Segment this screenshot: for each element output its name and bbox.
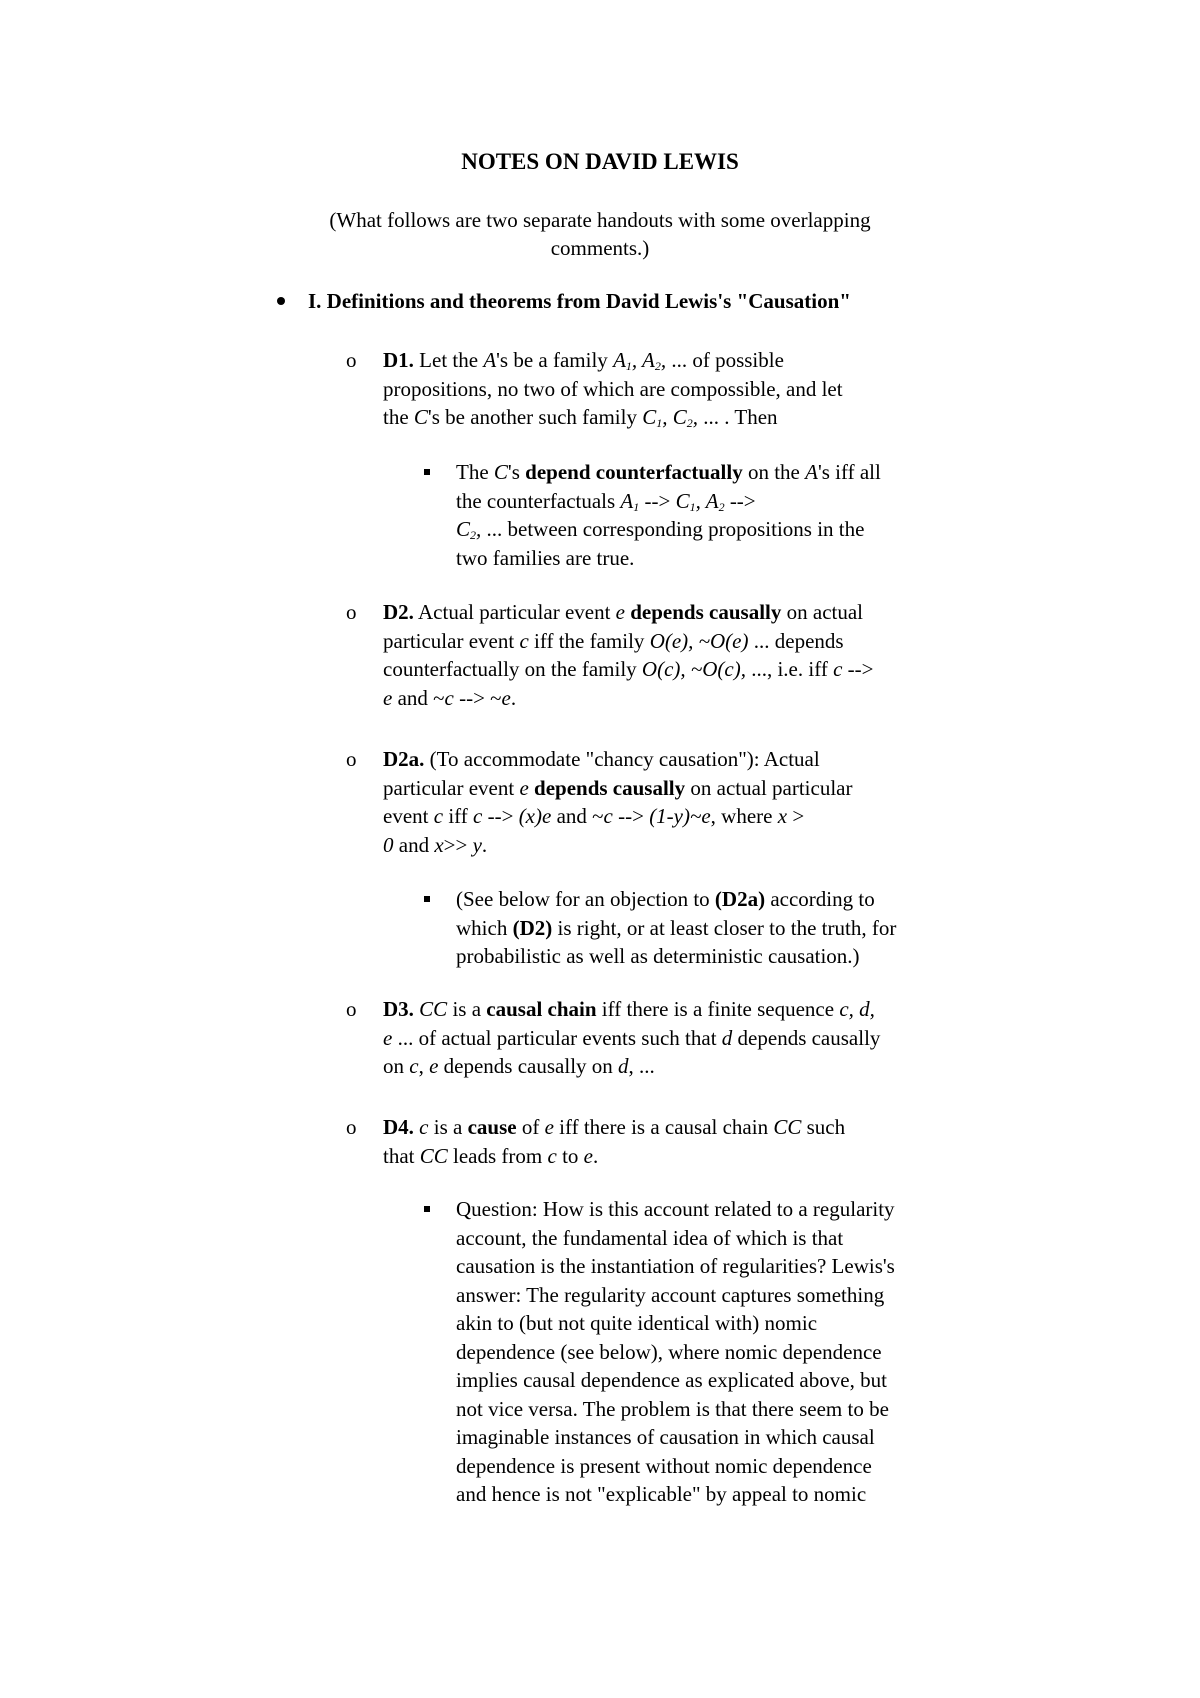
definition-d4-note: Question: How is this account related to a regularity account, the fundamental idea of which is that causation is the instantiation of regularities? Lewis's answer: The regularity account captures something akin to (but not quite identical with) nomic dependence (see below), where nomic dependence implies causal dependence as explicated above, but not vice versa. The problem is that there seem to be imaginable instances of causation in which causal dependence is present without nomic dependence and hence is not "explicable" by appeal to nomic xyxy=(456,1197,895,1506)
definition-d2a: D2a. (To accommodate "chancy causation"): Actual particular event e depends causally on actual particular event c iff c --> (x)e and ~c --> (1-y)~e, where x > 0 and x>> y. xyxy=(383,747,853,857)
definition-d1-note: The C's depend counterfactually on the A's iff all the counterfactuals $A_1$ --> $C_1$, $A_2$ --> $C_2$, ... between corresponding propositions in the two families are true. xyxy=(456,460,881,570)
definition-label: D1. xyxy=(383,348,414,372)
bullet-circle-icon: o xyxy=(346,747,357,771)
page-title: NOTES ON DAVID LEWIS xyxy=(461,149,739,174)
definition-label: D3. xyxy=(383,997,414,1021)
intro-line: (What follows are two separate handouts with some overlapping xyxy=(329,208,871,232)
definition-d2a-note: (See below for an objection to (D2a) according to which (D2) is right, or at least closer to the truth, for probabilistic as well as deterministic causation.) xyxy=(456,887,897,968)
bullet-circle-icon: o xyxy=(346,1115,357,1139)
section-heading: I. Definitions and theorems from David Lewis's "Causation" xyxy=(308,289,851,313)
bullet-circle-icon: o xyxy=(346,600,357,624)
bullet-circle-icon: o xyxy=(346,348,357,372)
bullet-square-icon xyxy=(424,1206,430,1212)
intro-line: comments.) xyxy=(550,236,650,260)
bullet-square-icon xyxy=(424,896,430,902)
intro-note xyxy=(280,206,920,262)
bullet-circle-icon: o xyxy=(346,997,357,1021)
bullet-square-icon xyxy=(424,469,430,475)
definition-label: D2. xyxy=(383,600,414,624)
definition-d3: D3. CC is a causal chain iff there is a finite sequence c, d, e ... of actual particular events such that d depends causally on c, e depends causally on d, ... xyxy=(383,997,881,1078)
definition-label: D2a. xyxy=(383,747,425,771)
definition-d4: D4. c is a cause of e iff there is a causal chain CC such that CC leads from c to e. xyxy=(383,1115,846,1168)
definition-d2: D2. Actual particular event e depends causally on actual particular event c iff the family O(e), ~O(e) ... depends counterfactually on the family O(c), ~O(c), ..., i.e. iff c --> e and ~c --> ~e. xyxy=(383,600,874,710)
definition-d1: D1. Let the A's be a family $A_1$, $A_2$, ... of possible propositions, no two of which are compossible, and let the C's be another such family $C_1$, $C_2$, ... . Then xyxy=(383,348,843,430)
bullet-disc-icon xyxy=(277,297,285,305)
definition-label: D4. xyxy=(383,1115,414,1139)
